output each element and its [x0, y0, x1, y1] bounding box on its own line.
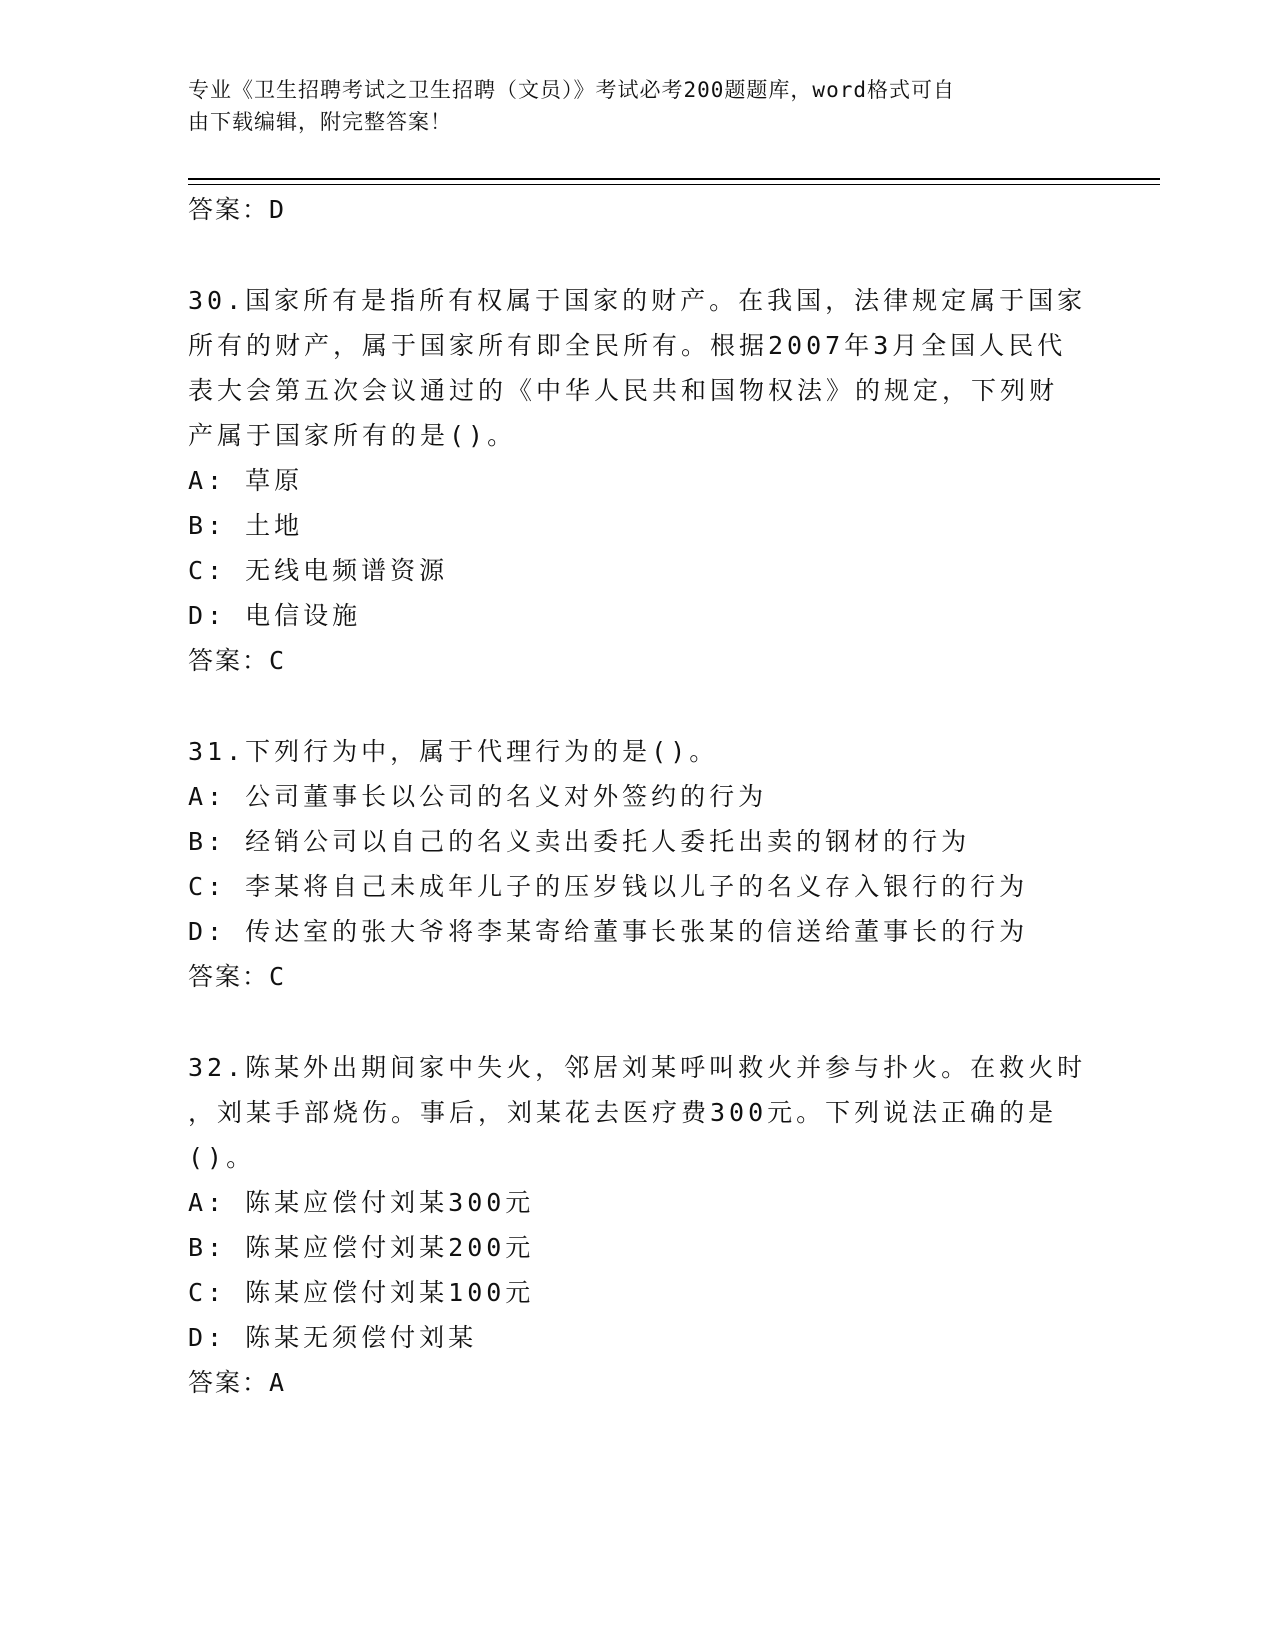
q32-option-a: A: 陈某应偿付刘某300元 [188, 1188, 535, 1217]
q31-option-a: A: 公司董事长以公司的名义对外签约的行为 [188, 782, 768, 811]
header-rule-thin [188, 184, 1160, 185]
q31-answer: 答案：C [188, 962, 287, 991]
q30-option-a: A: 草原 [188, 466, 304, 495]
q30-option-c: C: 无线电频谱资源 [188, 556, 449, 585]
q30-stem-line-3: 表大会第五次会议通过的《中华人民共和国物权法》的规定，下列财 [188, 376, 1059, 405]
q31-stem-line-1: 31.下列行为中，属于代理行为的是()。 [188, 737, 719, 766]
header-line-2: 由下载编辑，附完整答案！ [188, 110, 452, 134]
q31-option-c: C: 李某将自己未成年儿子的压岁钱以儿子的名义存入银行的行为 [188, 872, 1029, 901]
document-header [188, 74, 1068, 138]
q32-option-c: C: 陈某应偿付刘某100元 [188, 1278, 535, 1307]
q31-option-d: D: 传达室的张大爷将李某寄给董事长张某的信送给董事长的行为 [188, 917, 1029, 946]
header-line-1: 专业《卫生招聘考试之卫生招聘（文员）》考试必考200题题库，word格式可自 [188, 78, 955, 102]
q30-stem-line-2: 所有的财产，属于国家所有即全民所有。根据2007年3月全国人民代 [188, 331, 1067, 360]
q32-stem-line-3: ()。 [188, 1143, 256, 1172]
q32-stem-line-1: 32.陈某外出期间家中失火，邻居刘某呼叫救火并参与扑火。在救火时 [188, 1053, 1087, 1082]
q32-option-b: B: 陈某应偿付刘某200元 [188, 1233, 535, 1262]
header-rule-thick [188, 178, 1160, 180]
q30-answer: 答案：C [188, 646, 287, 675]
q32-answer: 答案：A [188, 1368, 287, 1397]
prev-answer: 答案：D [188, 195, 287, 224]
q32-option-d: D: 陈某无须偿付刘某 [188, 1323, 478, 1352]
q30-stem-line-4: 产属于国家所有的是()。 [188, 421, 517, 450]
q30-option-b: B: 土地 [188, 511, 304, 540]
q31-option-b: B: 经销公司以自己的名义卖出委托人委托出卖的钢材的行为 [188, 827, 971, 856]
q30-stem-line-1: 30.国家所有是指所有权属于国家的财产。在我国，法律规定属于国家 [188, 286, 1087, 315]
q30-option-d: D: 电信设施 [188, 601, 362, 630]
q32-stem-line-2: ，刘某手部烧伤。事后，刘某花去医疗费300元。下列说法正确的是 [188, 1098, 1058, 1127]
